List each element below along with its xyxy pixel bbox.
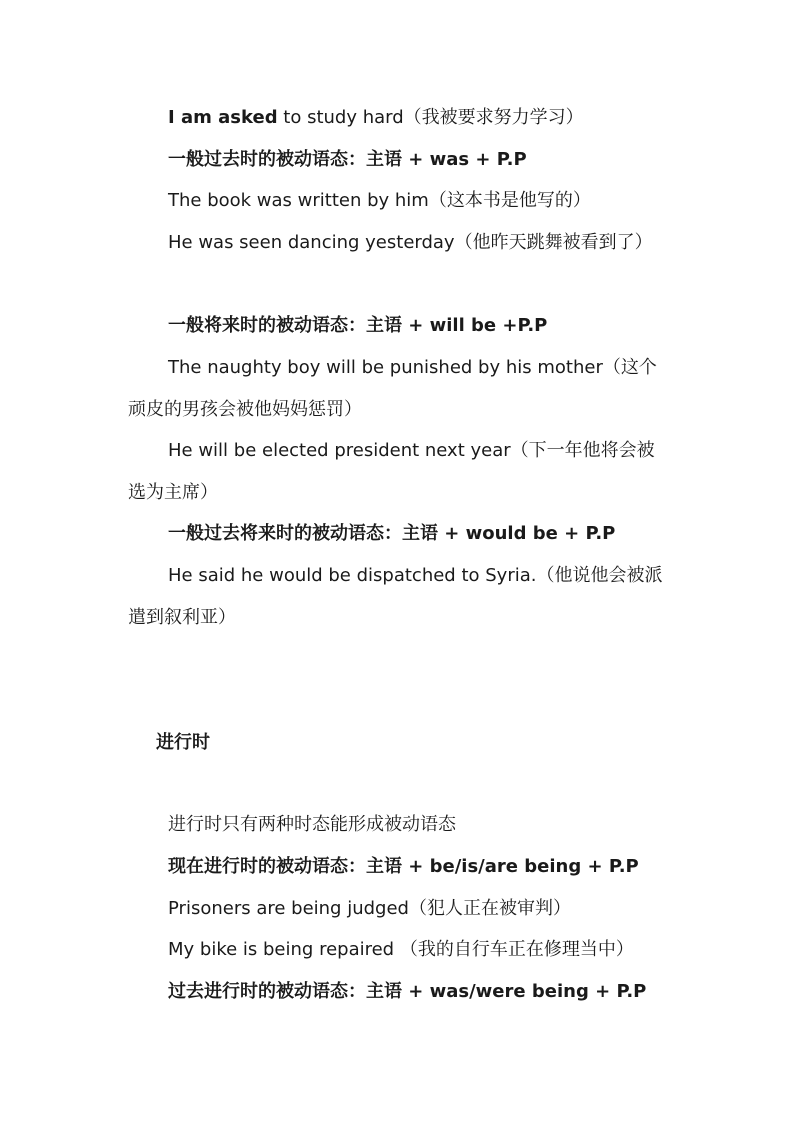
- example-line-prisoners: Prisoners are being judged（犯人正在被审判）: [168, 898, 571, 919]
- example-line-elected-cont: 选为主席）: [128, 482, 218, 503]
- example-line-asked: [168, 97, 668, 139]
- rule-simple-future-passive: 一般将来时的被动语态：主语 + will be +P.P: [168, 315, 548, 336]
- example-line-naughty-boy-cont: 顽皮的男孩会被他妈妈惩罚）: [128, 399, 362, 420]
- example-line-syria-cont: 遣到叙利亚）: [128, 607, 236, 628]
- rule-past-progressive-passive: 过去进行时的被动语态：主语 + was/were being + P.P: [168, 981, 647, 1002]
- example-rest: to study hard（我被要求努力学习）: [277, 107, 584, 128]
- rule-present-progressive-passive: 现在进行时的被动语态：主语 + be/is/are being + P.P: [168, 856, 639, 877]
- bold-phrase: I am asked: [168, 107, 278, 128]
- section-heading: 进行时: [156, 732, 210, 753]
- example-line-bike: My bike is being repaired （我的自行车正在修理当中）: [168, 939, 634, 960]
- rule-past-future-passive: 一般过去将来时的被动语态：主语 + would be + P.P: [168, 523, 616, 544]
- rule-simple-past-passive: 一般过去时的被动语态：主语 + was + P.P: [168, 149, 527, 170]
- section-intro: 进行时只有两种时态能形成被动语态: [168, 814, 456, 835]
- example-line-syria: He said he would be dispatched to Syria.（他说他会被派: [168, 565, 663, 586]
- example-line-dancing: He was seen dancing yesterday（他昨天跳舞被看到了）: [168, 232, 653, 253]
- example-line-book: The book was written by him（这本书是他写的）: [168, 190, 591, 211]
- example-line-elected: He will be elected president next year（下一年他将会被: [168, 440, 655, 461]
- example-line-naughty-boy: The naughty boy will be punished by his mother（这个: [168, 357, 657, 378]
